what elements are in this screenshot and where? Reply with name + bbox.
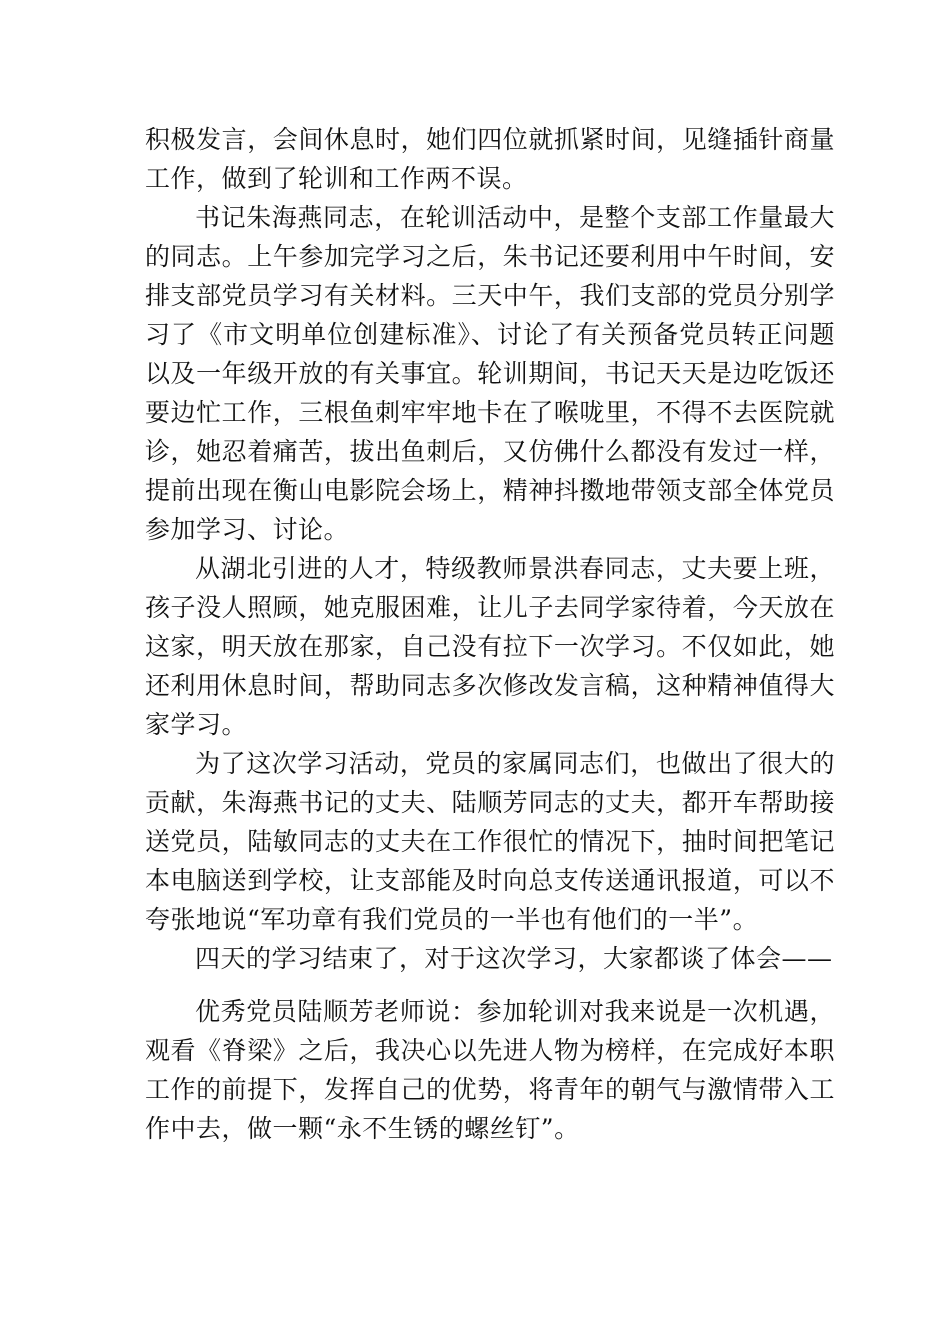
document-body [145,120,835,1148]
paragraph-teacher: 从湖北引进的人才，特级教师景洪春同志，丈夫要上班，孩子没人照顾，她克服困难，让儿子去同学家待着，今天放在这家，明天放在那家，自己没有拉下一次学习。不仅如此，她还利用休息时间，帮助同志多次修改发言稿，这种精神值得大家学习。 [145,554,835,739]
paragraph-gap [145,978,835,992]
paragraph-summary: 四天的学习结束了，对于这次学习，大家都谈了体会—— [195,944,833,973]
paragraph-families: 为了这次学习活动，党员的家属同志们，也做出了很大的贡献，朱海燕书记的丈夫、陆顺芳同志的丈夫，都开车帮助接送党员，陆敏同志的丈夫在工作很忙的情况下，抽时间把笔记本电脑送到学校，让支部能及时向总支传送通讯报道，可以不夸张地说“军功章有我们党员的一半也有他们的一半”。 [145,749,835,934]
paragraph-secretary: 书记朱海燕同志，在轮训活动中，是整个支部工作量最大的同志。上午参加完学习之后，朱书记还要利用中午时间，安排支部党员学习有关材料。三天中午，我们支部的党员分别学习了《市文明单位创建标准》、讨论了有关预备党员转正问题以及一年级开放的有关事宜。轮训期间，书记天天是边吃饭还要边忙工作，三根鱼刺牢牢地卡在了喉咙里，不得不去医院就诊，她忍着痛苦，拔出鱼刺后，又仿佛什么都没有发过一样，提前出现在衡山电影院会场上，精神抖擞地带领支部全体党员参加学习、讨论。 [145,203,835,544]
paragraph-continuation: 积极发言，会间休息时，她们四位就抓紧时间，见缝插针商量工作，做到了轮训和工作两不误。 [145,125,835,193]
paragraph-experience: 优秀党员陆顺芳老师说：参加轮训对我来说是一次机遇，观看《脊梁》之后，我决心以先进人物为榜样，在完成好本职工作的前提下，发挥自己的优势，将青年的朝气与激情带入工作中去，做一颗“永不生锈的螺丝钉”。 [145,997,835,1143]
